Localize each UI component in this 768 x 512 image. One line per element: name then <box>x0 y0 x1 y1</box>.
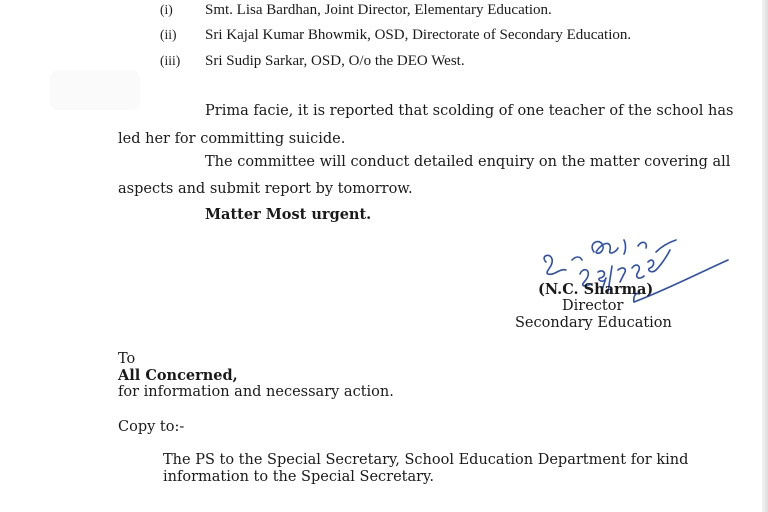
member-2: Sri Kajal Kumar Bhowmik, OSD, Directorate of Secondary Education. <box>205 27 632 43</box>
signatory-department: Secondary Education <box>515 315 672 331</box>
member-number-1: (i) <box>160 2 173 17</box>
page-edge-shadow <box>762 0 768 512</box>
paragraph-2-line-2: aspects and submit report by tomorrow. <box>118 181 413 197</box>
addressee: All Concerned, <box>118 367 238 384</box>
signatory-name: (N.C. Sharma) <box>538 281 654 298</box>
paragraph-1-line-1: Prima facie, it is reported that scolding of one teacher of the school has <box>205 103 734 119</box>
copy-to-line-1: The PS to the Special Secretary, School Education Department for kind <box>163 452 689 468</box>
member-number-2: (ii) <box>160 27 177 42</box>
address-purpose: for information and necessary action. <box>118 384 394 400</box>
member-3: Sri Sudip Sarkar, OSD, O/o the DEO West. <box>205 53 465 69</box>
paragraph-1-line-2: led her for committing suicide. <box>118 131 346 147</box>
to-label: To <box>118 351 136 367</box>
copy-to-heading: Copy to:- <box>118 419 185 435</box>
signatory-title: Director <box>562 298 624 314</box>
urgent-note: Matter Most urgent. <box>205 206 372 223</box>
paragraph-2-line-1: The committee will conduct detailed enquiry on the matter covering all <box>205 154 731 170</box>
faint-watermark <box>50 70 140 110</box>
member-1: Smt. Lisa Bardhan, Joint Director, Elementary Education. <box>205 2 552 18</box>
member-number-3: (iii) <box>160 53 181 68</box>
copy-to-line-2: information to the Special Secretary. <box>163 469 434 485</box>
